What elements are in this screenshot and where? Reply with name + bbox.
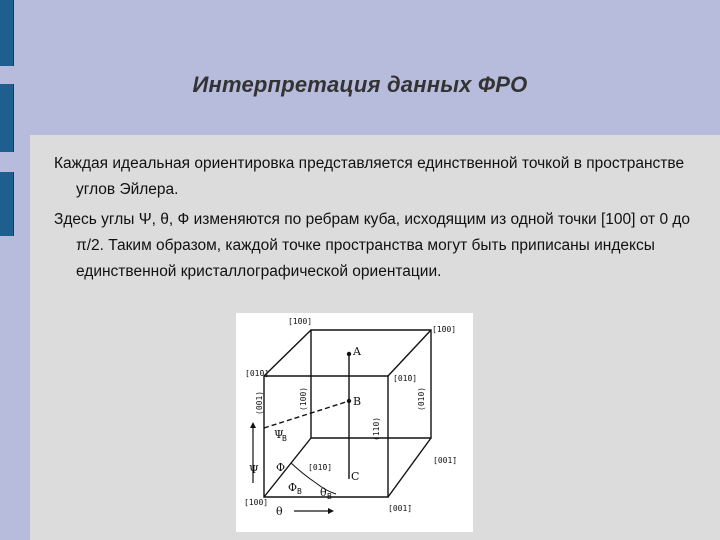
point-a-marker	[347, 352, 351, 356]
theta-b-label: θ	[320, 486, 327, 499]
corner-label-front-bottom-left: [100]	[244, 498, 269, 507]
point-a-label: A	[353, 345, 361, 358]
point-b-label: B	[353, 395, 362, 408]
corner-label-front-top-right: [01̄0]	[393, 374, 418, 383]
corner-label-front-top-left: [01̄0]	[245, 369, 270, 378]
cube-edge	[388, 330, 431, 376]
corner-label-front-bottom-right: [001̄]	[388, 504, 413, 513]
cube-diagram	[236, 313, 473, 532]
decor-bar-1	[0, 0, 14, 66]
theta-arrowhead	[328, 508, 334, 514]
corner-label-back-bottom-left: [01̄0]	[308, 463, 333, 472]
edge-label-left-vertical: (001)	[255, 390, 264, 415]
euler-cube-figure	[236, 313, 473, 532]
corner-label-back-bottom-right: [001̄]	[433, 456, 458, 465]
cube-edge	[388, 438, 431, 497]
psi-arrowhead	[250, 422, 256, 428]
phi-b-label: Φ	[288, 481, 298, 494]
edge-label-right-face: (010)	[417, 386, 426, 411]
paragraph-2: Здесь углы Ψ, θ, Ф изменяются по ребрам куба, исходящим из одной точки [100] от 0 до π/2. Таким образом, каждой точке пространства могут быть приписаны индексы единственной кристаллографической ориентации.	[54, 211, 691, 280]
phi-b-subscript: B	[297, 487, 302, 496]
point-c-label: C	[351, 470, 360, 483]
psi-b-subscript: B	[282, 434, 287, 443]
corner-label-back-top-right: [1̄00]	[432, 325, 457, 334]
edge-label-right-inner: (110)	[372, 416, 381, 441]
edge-label-top-diagonal: (100)	[299, 386, 308, 411]
paragraph-1: Каждая идеальная ориентировка представляется единственной точкой в пространстве углов Эйлера.	[54, 155, 685, 198]
theta-b-subscript: B	[327, 492, 332, 501]
phi-label: Φ	[276, 461, 286, 474]
decor-bar-3	[0, 172, 14, 236]
cube-back-face	[311, 330, 431, 438]
psi-label: Ψ	[249, 463, 259, 476]
slide-title: Интерпретация данных ФРО	[192, 72, 528, 97]
point-b-marker	[347, 399, 351, 403]
theta-label: θ	[276, 505, 283, 518]
psi-b-label: Ψ	[274, 428, 284, 441]
corner-label-back-top-left: [1̄00]	[288, 317, 313, 326]
cube-edge	[264, 330, 311, 376]
